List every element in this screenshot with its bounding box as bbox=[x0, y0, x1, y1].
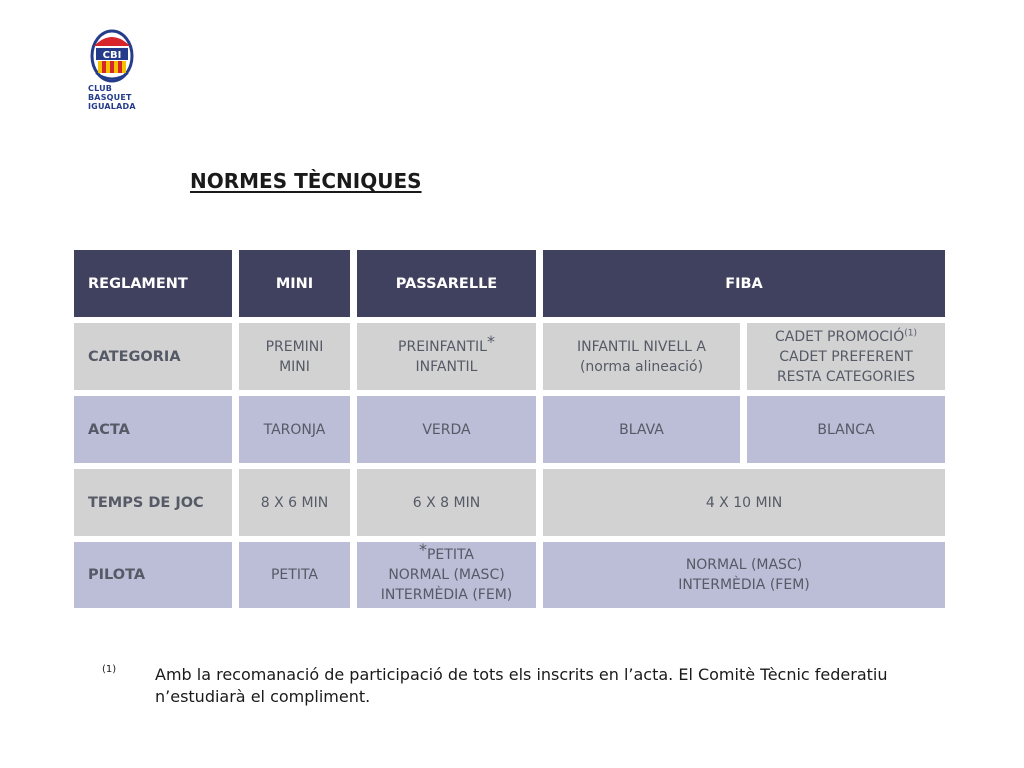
pilota-passarelle: *PETITA NORMAL (MASC) INTERMÈDIA (FEM) bbox=[357, 542, 536, 608]
pilota-fiba: NORMAL (MASC) INTERMÈDIA (FEM) bbox=[543, 542, 945, 608]
temps-mini: 8 X 6 MIN bbox=[239, 469, 350, 536]
footnote-mark: (1) bbox=[102, 664, 117, 675]
categoria-mini: PREMINI MINI bbox=[239, 323, 350, 390]
categoria-fiba-infantil: INFANTIL NIVELL A (norma alineació) bbox=[543, 323, 740, 390]
header-reglament: REGLAMENT bbox=[74, 250, 232, 317]
page-title: NORMES TÈCNIQUES bbox=[190, 169, 422, 193]
categoria-fiba-cadet: CADET PROMOCIÓ$^{(1)}$ CADET PREFERENT RESTA CATEGORIES bbox=[747, 323, 945, 390]
temps-passarelle: 6 X 8 MIN bbox=[357, 469, 536, 536]
row-label-acta: ACTA bbox=[74, 396, 232, 463]
row-label-categoria: CATEGORIA bbox=[74, 323, 232, 390]
row-label-temps-de-joc: TEMPS DE JOC bbox=[74, 469, 232, 536]
acta-mini: TARONJA bbox=[239, 396, 350, 463]
acta-passarelle: VERDA bbox=[357, 396, 536, 463]
club-name bbox=[88, 84, 136, 111]
acta-fiba-infantil: BLAVA bbox=[543, 396, 740, 463]
temps-fiba: 4 X 10 MIN bbox=[543, 469, 945, 536]
svg-text:CBI: CBI bbox=[102, 50, 122, 61]
club-name-line3: IGUALADA bbox=[88, 102, 136, 111]
header-fiba: FIBA bbox=[543, 250, 945, 317]
header-passarelle: PASSARELLE bbox=[357, 250, 536, 317]
footnote-text: Amb la recomanació de participació de tots els inscrits en l’acta. El Comitè Tècnic federatiu n’estudiarà el compliment. bbox=[155, 665, 888, 706]
club-name-line1: CLUB bbox=[88, 84, 113, 93]
pilota-mini: PETITA bbox=[239, 542, 350, 608]
header-mini: MINI bbox=[239, 250, 350, 317]
categoria-passarelle: PREINFANTIL* INFANTIL bbox=[357, 323, 536, 390]
row-label-pilota: PILOTA bbox=[74, 542, 232, 608]
club-name-line2: BASQUET bbox=[88, 93, 132, 102]
acta-fiba-cadet: BLANCA bbox=[747, 396, 945, 463]
